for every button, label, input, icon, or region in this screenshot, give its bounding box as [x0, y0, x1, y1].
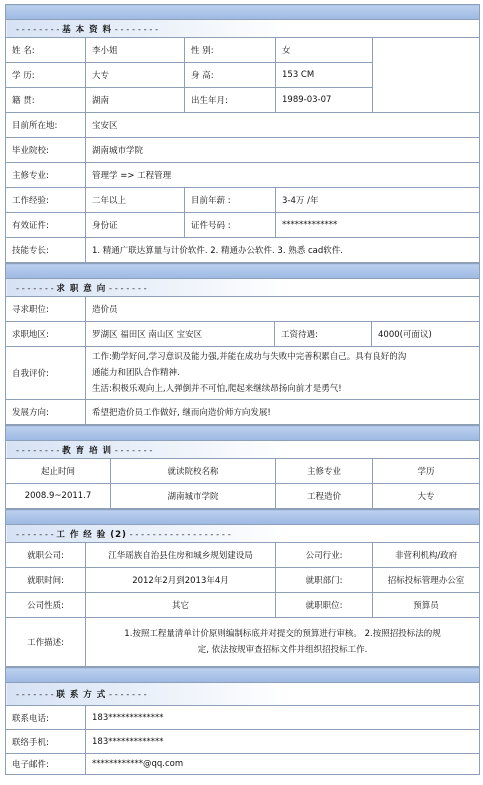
- desc-label: 工作描述:: [6, 618, 86, 667]
- experience-value: 二年以上: [86, 188, 185, 213]
- section-title-education: 教 育 培 训: [62, 445, 113, 456]
- section-band: [6, 264, 480, 279]
- school-value: 湖南城市学院: [86, 138, 480, 163]
- edu-degree: 大专: [373, 484, 480, 509]
- company-label: 就职公司:: [6, 543, 86, 568]
- section-title-basic: 基 本 资 料: [62, 24, 113, 35]
- id-label: 有效证件:: [6, 213, 86, 238]
- position-value: 造价员: [86, 297, 480, 322]
- gender-value: 女: [276, 38, 373, 63]
- section-band: [6, 5, 480, 20]
- section-header-contact: - - - - - - - 联 系 方 式 - - - - - - -: [6, 683, 480, 706]
- height-value: 153 CM: [276, 63, 373, 88]
- major-value: 管理学 => 工程管理: [86, 163, 480, 188]
- section-title-intent: 求 职 意 向: [56, 283, 107, 294]
- edu-school: 湖南城市学院: [111, 484, 276, 509]
- nature-label: 公司性质:: [6, 593, 86, 618]
- industry-label: 公司行业:: [276, 543, 373, 568]
- desc-line-2: 定, 依法按规审查招标文件并组织招投标工作.: [197, 645, 368, 655]
- pay-label: 工资待遇:: [275, 322, 372, 347]
- skills-value: 1. 精通广联达算量与计价软件. 2. 精通办公软件. 3. 熟悉 cad软件.: [86, 238, 480, 263]
- experience-label: 工作经验:: [6, 188, 86, 213]
- section-band: [6, 668, 480, 683]
- self-eval-label: 自我评价:: [6, 347, 86, 400]
- salary-value: 3-4万 /年: [276, 188, 480, 213]
- edu-col-time: 起止时间: [6, 459, 111, 484]
- period-label: 就职时间:: [6, 568, 86, 593]
- direction-value: 希望把造价员工作做好, 继而向造价师方向发展!: [86, 400, 480, 425]
- edu-col-school: 就读院校名称: [111, 459, 276, 484]
- birth-value: 1989-03-07: [276, 88, 373, 113]
- job-label: 就职职位:: [276, 593, 373, 618]
- phone-label: 联系电话:: [6, 706, 86, 730]
- salary-label: 目前年薪 :: [185, 188, 276, 213]
- job-value: 预算员: [373, 593, 480, 618]
- basic-info-table: [5, 4, 480, 263]
- table-row: [6, 484, 480, 509]
- dept-value: 招标投标管理办公室: [373, 568, 480, 593]
- mobile-label: 联络手机:: [6, 730, 86, 754]
- region-value: 罗湖区 福田区 南山区 宝安区: [86, 322, 275, 347]
- phone-value: 183*************: [86, 706, 480, 730]
- major-label: 主修专业:: [6, 163, 86, 188]
- resume-document: [5, 4, 479, 775]
- mobile-value: 183*************: [86, 730, 480, 754]
- name-value: 李小姐: [86, 38, 185, 63]
- education-table: [5, 425, 480, 509]
- name-label: 姓 名:: [6, 38, 86, 63]
- desc-line-1: 1.按照工程量清单计价原则编制标底并对提交的预算进行审核。 2.按照招投标法的规: [124, 629, 441, 639]
- work-experience-table: [5, 509, 480, 667]
- origin-label: 籍 贯:: [6, 88, 86, 113]
- location-value: 宝安区: [86, 113, 480, 138]
- section-title-work: 工 作 经 验 (2): [56, 529, 127, 540]
- self-eval-line-3: 生活:积极乐观向上,人弹倒并不可怕,爬起来继续昂扬向前才是勇气!: [92, 384, 342, 394]
- edu-major: 工程造价: [276, 484, 373, 509]
- education-label: 学 历:: [6, 63, 86, 88]
- company-value: 江华瑶族自治县住房和城乡规划建设局: [86, 543, 276, 568]
- email-label: 电子邮件:: [6, 754, 86, 775]
- section-header-intent: - - - - - - - 求 职 意 向 - - - - - - -: [6, 279, 480, 297]
- id-type-value: 身份证: [86, 213, 185, 238]
- section-band: [6, 510, 480, 525]
- edu-time: 2008.9~2011.7: [6, 484, 111, 509]
- skills-label: 技能专长:: [6, 238, 86, 263]
- region-label: 求职地区:: [6, 322, 86, 347]
- desc-value: [86, 618, 480, 667]
- location-label: 目前所在地:: [6, 113, 86, 138]
- height-label: 身 高:: [185, 63, 276, 88]
- birth-label: 出生年月:: [185, 88, 276, 113]
- pay-value: 4000(可面议): [372, 322, 480, 347]
- direction-label: 发展方向:: [6, 400, 86, 425]
- origin-value: 湖南: [86, 88, 185, 113]
- education-value: 大专: [86, 63, 185, 88]
- self-eval-line-2: 通能力和团队合作精神.: [92, 368, 180, 378]
- section-header-basic: - - - - - - - - 基 本 资 料 - - - - - - - -: [6, 20, 480, 38]
- nature-value: 其它: [86, 593, 276, 618]
- self-eval-line-1: 工作:勤学好问,学习意识及能力强,并能在成功与失败中完善积累自己。具有良好的沟: [92, 352, 407, 362]
- section-title-contact: 联 系 方 式: [56, 690, 107, 700]
- id-number-value: *************: [276, 213, 480, 238]
- school-label: 毕业院校:: [6, 138, 86, 163]
- industry-value: 非营利机构/政府: [373, 543, 480, 568]
- email-value: ************@qq.com: [86, 754, 480, 775]
- position-label: 寻求职位:: [6, 297, 86, 322]
- self-eval-value: [86, 347, 480, 400]
- dept-label: 就职部门:: [276, 568, 373, 593]
- edu-col-major: 主修专业: [276, 459, 373, 484]
- id-number-label: 证件号码 :: [185, 213, 276, 238]
- gender-label: 性 别:: [185, 38, 276, 63]
- period-value: 2012年2月到2013年4月: [86, 568, 276, 593]
- photo-area: [373, 38, 480, 113]
- contact-table: [5, 667, 480, 775]
- job-intent-table: [5, 263, 480, 425]
- edu-col-degree: 学历: [373, 459, 480, 484]
- section-header-education: - - - - - - - - 教 育 培 训 - - - - - - -: [6, 441, 480, 459]
- section-band: [6, 426, 480, 441]
- section-header-work: - - - - - - - 工 作 经 验 (2) - - - - - - - - - - - - - - - - - -: [6, 525, 480, 543]
